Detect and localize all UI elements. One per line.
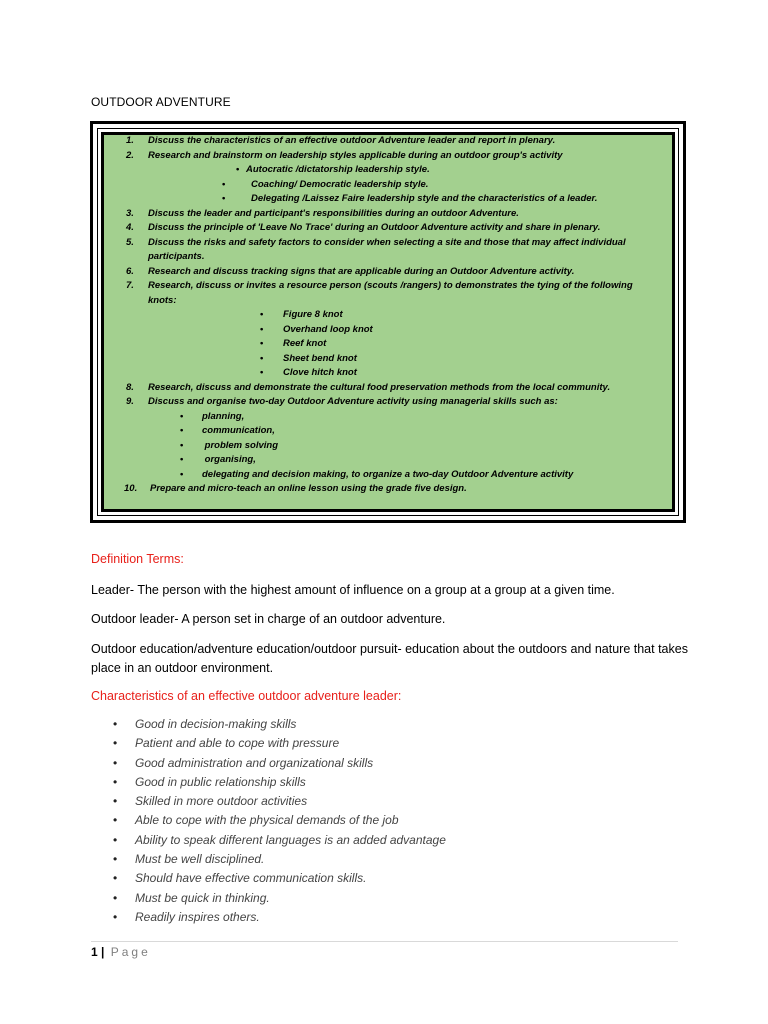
definition-leader: Leader- The person with the highest amount of influence on a group at a group at a given time. [91,583,615,597]
task-list [96,134,676,497]
skill-item: • problem solving [180,439,279,451]
task-item: 9. Discuss and organise two-day Outdoor Adventure activity using managerial skills such as: [126,396,558,407]
page-footer [91,945,151,959]
document-page: OUTDOOR ADVENTURE 1. Discuss the characteristics of an effective outdoor Adventure leader and report in plenary. 2. Research and brainstorm on leadership styles applicable during an outdoor group's activity • Autocratic /dictatorship leadership style. • Coaching/ Democratic leadership style. • Delegating /Laissez Faire leadership style and the characteristics of a leader. 3. Discuss the leader and participant's responsibilities during an outdoor Adventure. 4. Discuss the principle of 'Leave No Trace' during an Outdoor Adventure activity and share in plenary. 5. Discuss the risks and safety factors to consider when selecting a site and those that may affect individual participants. 6. Research and discuss tracking signs that are applicable during an Outdoor Adventure activity. 7. Research, discuss or invites a resource person (scouts /rangers) to demonstrates the tying of the following knots: • Figure 8 knot • Overhand loop knot • Reef knot • Sheet bend knot • Clove hitch knot 8. Research, discuss and demonstrate the cultural food preservation methods from the local community. 9. Discuss and organise two-day Outdoor Adventure activity using managerial skills such as: • planning, • communication, • problem solving • organising, • delegating and decision making, to organize a two-day Outdoor Adventure activity 10. Prepare and micro-teach an online lesson using the grade five design. Definition Terms: Leader- The person with the highest amount of influence on a group at a group at a given time. Outdoor leader- A person set in charge of an outdoor adventure. Outdoor education/adventure education/outdoor pursuit- education about the outdoors and nature that takes place in an outdoor environment. Characteristics of an effective outdoor adventure leader: • Good in decision-making skills • Patient and able to cope with pressure • Good administration and organizational skills • Good in public relationship skills • Skilled in more outdoor activities • Able to cope with the physical demands of the job • Ability to speak different languages is an added advantage • Must be well disciplined. • Should have effective communication skills. • Must be quick in thinking. • Readily inspires others. 1 | Page [0,0,768,1024]
definition-terms-heading: Definition Terms: [91,552,184,566]
characteristics-heading: Characteristics of an effective outdoor adventure leader: [91,689,402,703]
leadership-style-item: • Delegating /Laissez Faire leadership style and the characteristics of a leader. [222,193,598,204]
task-item: 6. Research and discuss tracking signs that are applicable during an Outdoor Adventure activity. [126,265,575,277]
document-title: OUTDOOR ADVENTURE [91,95,231,109]
footer-separator: | [101,945,105,959]
definition-outdoor-leader: Outdoor leader- A person set in charge of an outdoor adventure. [91,612,446,626]
knot-item: • Overhand loop knot [260,323,373,335]
task-item: 2. Research and brainstorm on leadership styles applicable during an outdoor group's activity [126,149,563,161]
skill-item: • organising, [180,454,256,465]
page-label: Page [110,945,151,959]
knot-item: • Sheet bend knot [260,352,357,364]
task-item: 7. Research, discuss or invites a resource person (scouts /rangers) to demonstrates the tying of the following [126,280,633,291]
leadership-style-item: • Coaching/ Democratic leadership style. [222,178,429,190]
task-item-continuation: knots: [148,294,177,306]
leadership-style-item: • Autocratic /dictatorship leadership style. [236,164,430,175]
task-item: 3. Discuss the leader and participant's responsibilities during an outdoor Adventure. [126,207,519,219]
skill-item: • communication, [180,425,275,436]
task-item: 4. Discuss the principle of 'Leave No Trace' during an Outdoor Adventure activity and share in plenary. [126,222,601,233]
task-item: 10. Prepare and micro-teach an online lesson using the grade five design. [124,483,467,494]
task-item: 8. Research, discuss and demonstrate the cultural food preservation methods from the local community. [126,381,611,393]
task-item: 1. Discuss the characteristics of an effective outdoor Adventure leader and report in plenary. [126,135,556,146]
task-item-continuation: participants. [148,251,205,262]
knot-item: • Figure 8 knot [260,309,343,320]
footer-divider [91,941,678,942]
page-number: 1 [91,945,98,959]
skill-item: • planning, [180,410,245,422]
knot-item: • Clove hitch knot [260,367,357,378]
definition-outdoor-education: Outdoor education/adventure education/outdoor pursuit- education about the outdoors and nature that takes place in an outdoor environment. [91,642,688,675]
knot-item: • Reef knot [260,338,327,349]
task-item: 5. Discuss the risks and safety factors to consider when selecting a site and those that may affect individual [126,236,626,248]
skill-item: • delegating and decision making, to organize a two-day Outdoor Adventure activity [180,468,574,480]
